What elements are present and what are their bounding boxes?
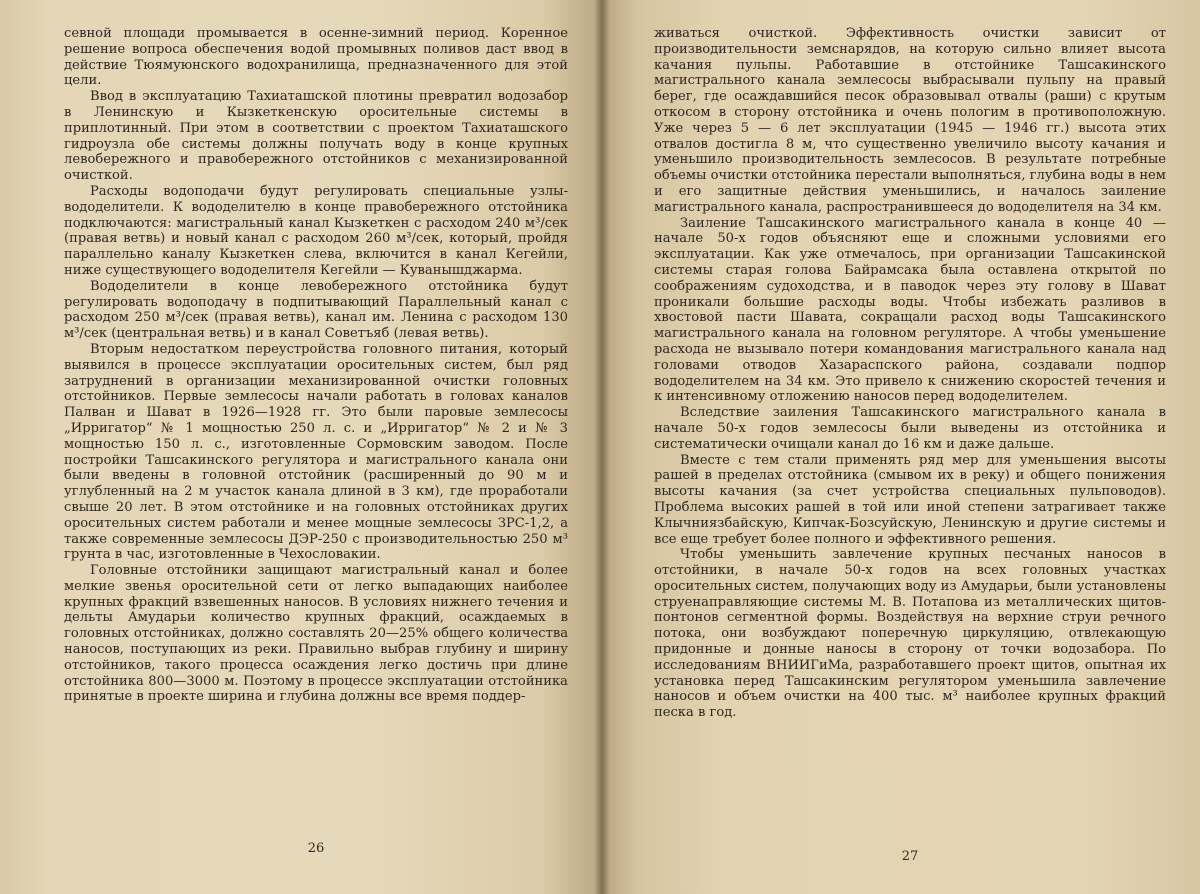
page-number: 27: [901, 849, 919, 864]
left-page-text: [64, 26, 568, 705]
paragraph: Головные отстойники защищают магистральный канал и более мелкие звенья оросительной сети от легко выпадающих наиболее крупных фракций взвешенных наносов. В условиях нижнего течения и дельты Амударьи количество крупных фракций, осаждаемых в головных отстойниках, должно составлять 20—25% общего количества наносов, поступающих из реки. Правильно выбрав глубину и ширину отстойников, такого процесса осаждения легко достичь при длине отстойника 800—3000 м. Поэтому в процессе эксплуатации отстойника принятые в проекте ширина и глубина должны все время поддер-: [64, 563, 568, 705]
paragraph: Ввод в эксплуатацию Тахиаташской плотины превратил водозабор в Ленинскую и Кызкеткенскую оросительные системы в приплотинный. При этом в соответствии с проектом Тахиаташского гидроузла обе системы должны получать воду в конце крупных левобережного и правобережного отстойников с механизированной очисткой.: [64, 89, 568, 184]
paragraph: Чтобы уменьшить завлечение крупных песчаных наносов в отстойники, в начале 50-х годов на всех головных участках оросительных систем, получающих воду из Амударьи, были установлены струенаправляющие системы М. В. Потапова из металлических щитов-понтонов сегментной формы. Воздействуя на верхние струи речного потока, они возбуждают поперечную циркуляцию, отвлекающую придонные и донные наносы в сторону от точки водозабора. По исследованиям ВНИИГиМа, разработавшего проект щитов, опытная их установка перед Ташсакинским регулятором уменьшила завлечение наносов и объем очистки на 400 тыс. м³ наиболее крупных фракций песка в год.: [654, 547, 1166, 721]
paragraph: Заиление Ташсакинского магистрального канала в конце 40 — начале 50-х годов объясняют еще и сложными условиями его эксплуатации. Как уже отмечалось, при организации Ташсакинской системы старая голова Байрамсака была оставлена открытой по соображениям судоходства, и в паводок через эту голову в Шават проникали большие расходы воды. Чтобы избежать разливов в хвостовой пасти Шавата, сокращали расход воды Ташсакинского магистрального канала на головном регуляторе. А чтобы уменьшение расхода не вызывало потери командования магистрального канала над головами отводов Хазараспского района, создавали подпор вододелителем на 34 км. Это привело к снижению скоростей течения и к интенсивному отложению наносов перед вододелителем.: [654, 215, 1166, 405]
paragraph: Расходы водоподачи будут регулировать специальные узлы-вододелители. К вододелителю в конце правобережного отстойника подключаются: магистральный канал Кызкеткен с расходом 240 м³/сек (правая ветвь) и новый канал с расходом 260 м³/сек, который, пройдя параллельно каналу Кызкеткен слева, включится в канал Кегейли, ниже существующего вододелителя Кегейли — Куванышджарма.: [64, 183, 568, 278]
paragraph: живаться очисткой. Эффективность очистки зависит от производительности земснарядов, на которую сильно влияет высота качания пульпы. Работавшие в отстойнике Ташсакинского магистрального канала землесосы выбрасывали пульпу на правый берег, где осаждавшийся песок образовывал отвалы (раши) с крутым откосом в сторону отстойника и очень пологим в противоположную. Уже через 5 — 6 лет эксплуатации (1945 — 1946 гг.) высота этих отвалов достигла 8 м, что существенно увеличило высоту качания и уменьшило производительность землесосов. В результате потребные объемы очистки отстойника перестали выполняться, глубина воды в нем и его защитные действия уменьшились, и началось заиление магистрального канала, распространившееся до вододелителя на 34 км.: [654, 26, 1166, 215]
page-number: 26: [307, 841, 325, 856]
paragraph: Вследствие заиления Ташсакинского магистрального канала в начале 50-х годов землесосы были выведены из отстойника и систематически очищали канал до 16 км и даже дальше.: [654, 405, 1166, 452]
paragraph: Вместе с тем стали применять ряд мер для уменьшения высоты рашей в пределах отстойника (смывом их в реку) и общего понижения высоты качания (за счет устройства специальных пульповодов). Проблема высоких рашей в той или иной степени затрагивает также Клычниязбайскую, Кипчак-Бозсуйскую, Ленинскую и другие системы и все еще требует более полного и эффективного решения.: [654, 452, 1166, 547]
right-page-text: [654, 26, 1166, 721]
paragraph: Вторым недостатком переустройства головного питания, который выявился в процессе эксплуатации оросительных систем, был ряд затруднений в организации механизированной очистки головных отстойников. Первые землесосы начали работать в головах каналов Палван и Шават в 1926—1928 гг. Это были паровые землесосы „Ирригатор“ № 1 мощностью 250 л. с. и „Ирригатор“ № 2 и № 3 мощностью 150 л. с., изготовленные Сормовским заводом. После постройки Ташсакинского регулятора и магистрального канала они были введены в головной отстойник (расширенный до 90 м и углубленный на 2 м участок канала длиной в 3 км), где проработали свыше 20 лет. В этом отстойнике и на головных отстойниках других оросительных систем работали и менее мощные землесосы ЗРС-1,2, а также современные землесосы ДЭР-250 с производительностью 250 м³ грунта в час, изготовленные в Чехословакии.: [64, 341, 568, 563]
paragraph: Вододелители в конце левобережного отстойника будут регулировать водоподачу в подпитывающий Параллельный канал с расходом 250 м³/сек (правая ветвь), канал им. Ленина с расходом 130 м³/сек (центральная ветвь) и в канал Советъяб (левая ветвь).: [64, 278, 568, 342]
right-page: [602, 0, 1200, 894]
paragraph: севной площади промывается в осенне-зимний период. Коренное решение вопроса обеспечения водой промывных поливов даст ввод в действие Тюямуюнского водохранилища, предназначенного для этой цели.: [64, 26, 568, 89]
